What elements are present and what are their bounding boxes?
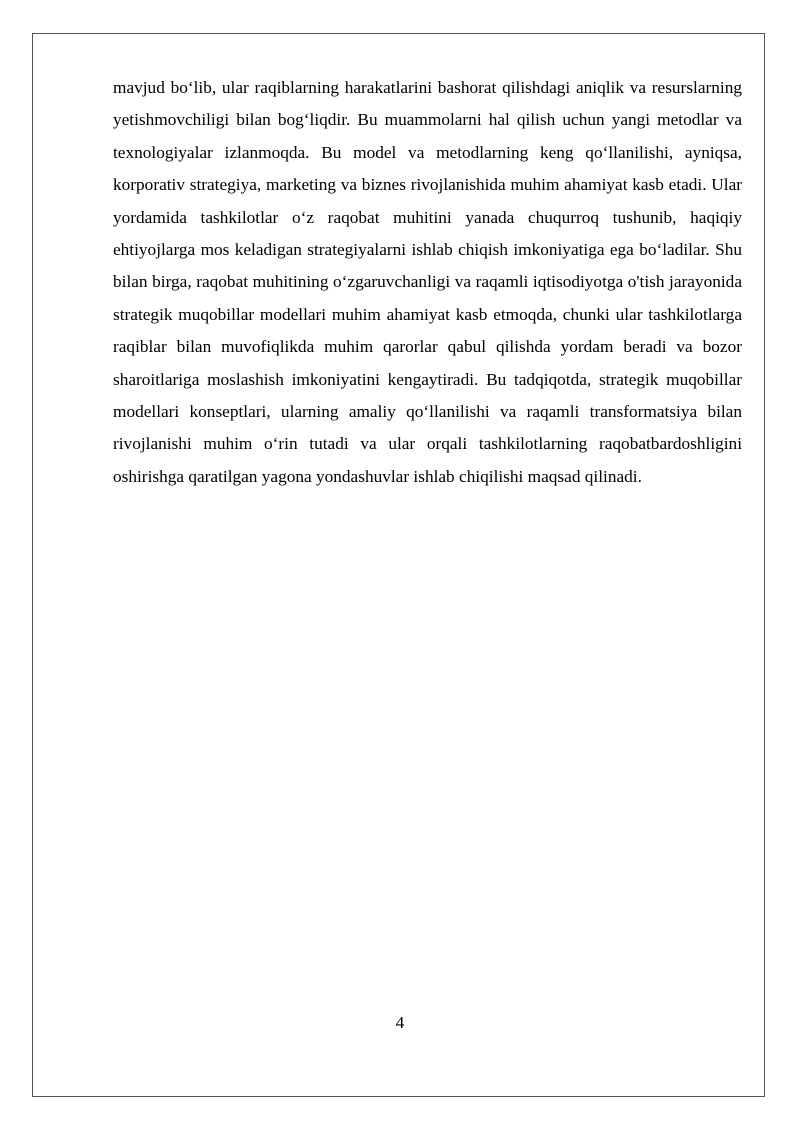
body-paragraph: mavjud bo‘lib, ular raqiblarning harakatlarini bashorat qilishdagi aniqlik va resurslarning yetishmovchiligi bilan bog‘liqdir. Bu muammolarni hal qilish uchun yangi metodlar va texnologiyalar izlanmoqda. Bu model va metodlarning keng qo‘llanilishi, ayniqsa, korporativ strategiya, marketing va biznes rivojlanishida muhim ahamiyat kasb etadi. Ular yordamida tashkilotlar o‘z raqobat muhitini yanada chuqurroq tushunib, haqiqiy ehtiyojlarga mos keladigan strategiyalarni ishlab chiqish imkoniyatiga ega bo‘ladilar. Shu bilan birga, raqobat muhitining o‘zgaruvchanligi va raqamli iqtisodiyotga o'tish jarayonida strategik muqobillar modellari muhim ahamiyat kasb etmoqda, chunki ular tashkilotlarga raqiblar bilan muvofiqlikda muhim qarorlar qabul qilishda yordam beradi va bozor sharoitlariga moslashish imkoniyatini kengaytiradi. Bu tadqiqotda, strategik muqobillar modellari konseptlari, ularning amaliy qo‘llanilishi va raqamli transformatsiya bilan rivojlanishi muhim o‘rin tutadi va ular orqali tashkilotlarning raqobatbardoshligini oshirishga qaratilgan yagona yondashuvlar ishlab chiqilishi maqsad qilinadi. — [113, 78, 742, 486]
page-number: 4 — [395, 1013, 405, 1032]
